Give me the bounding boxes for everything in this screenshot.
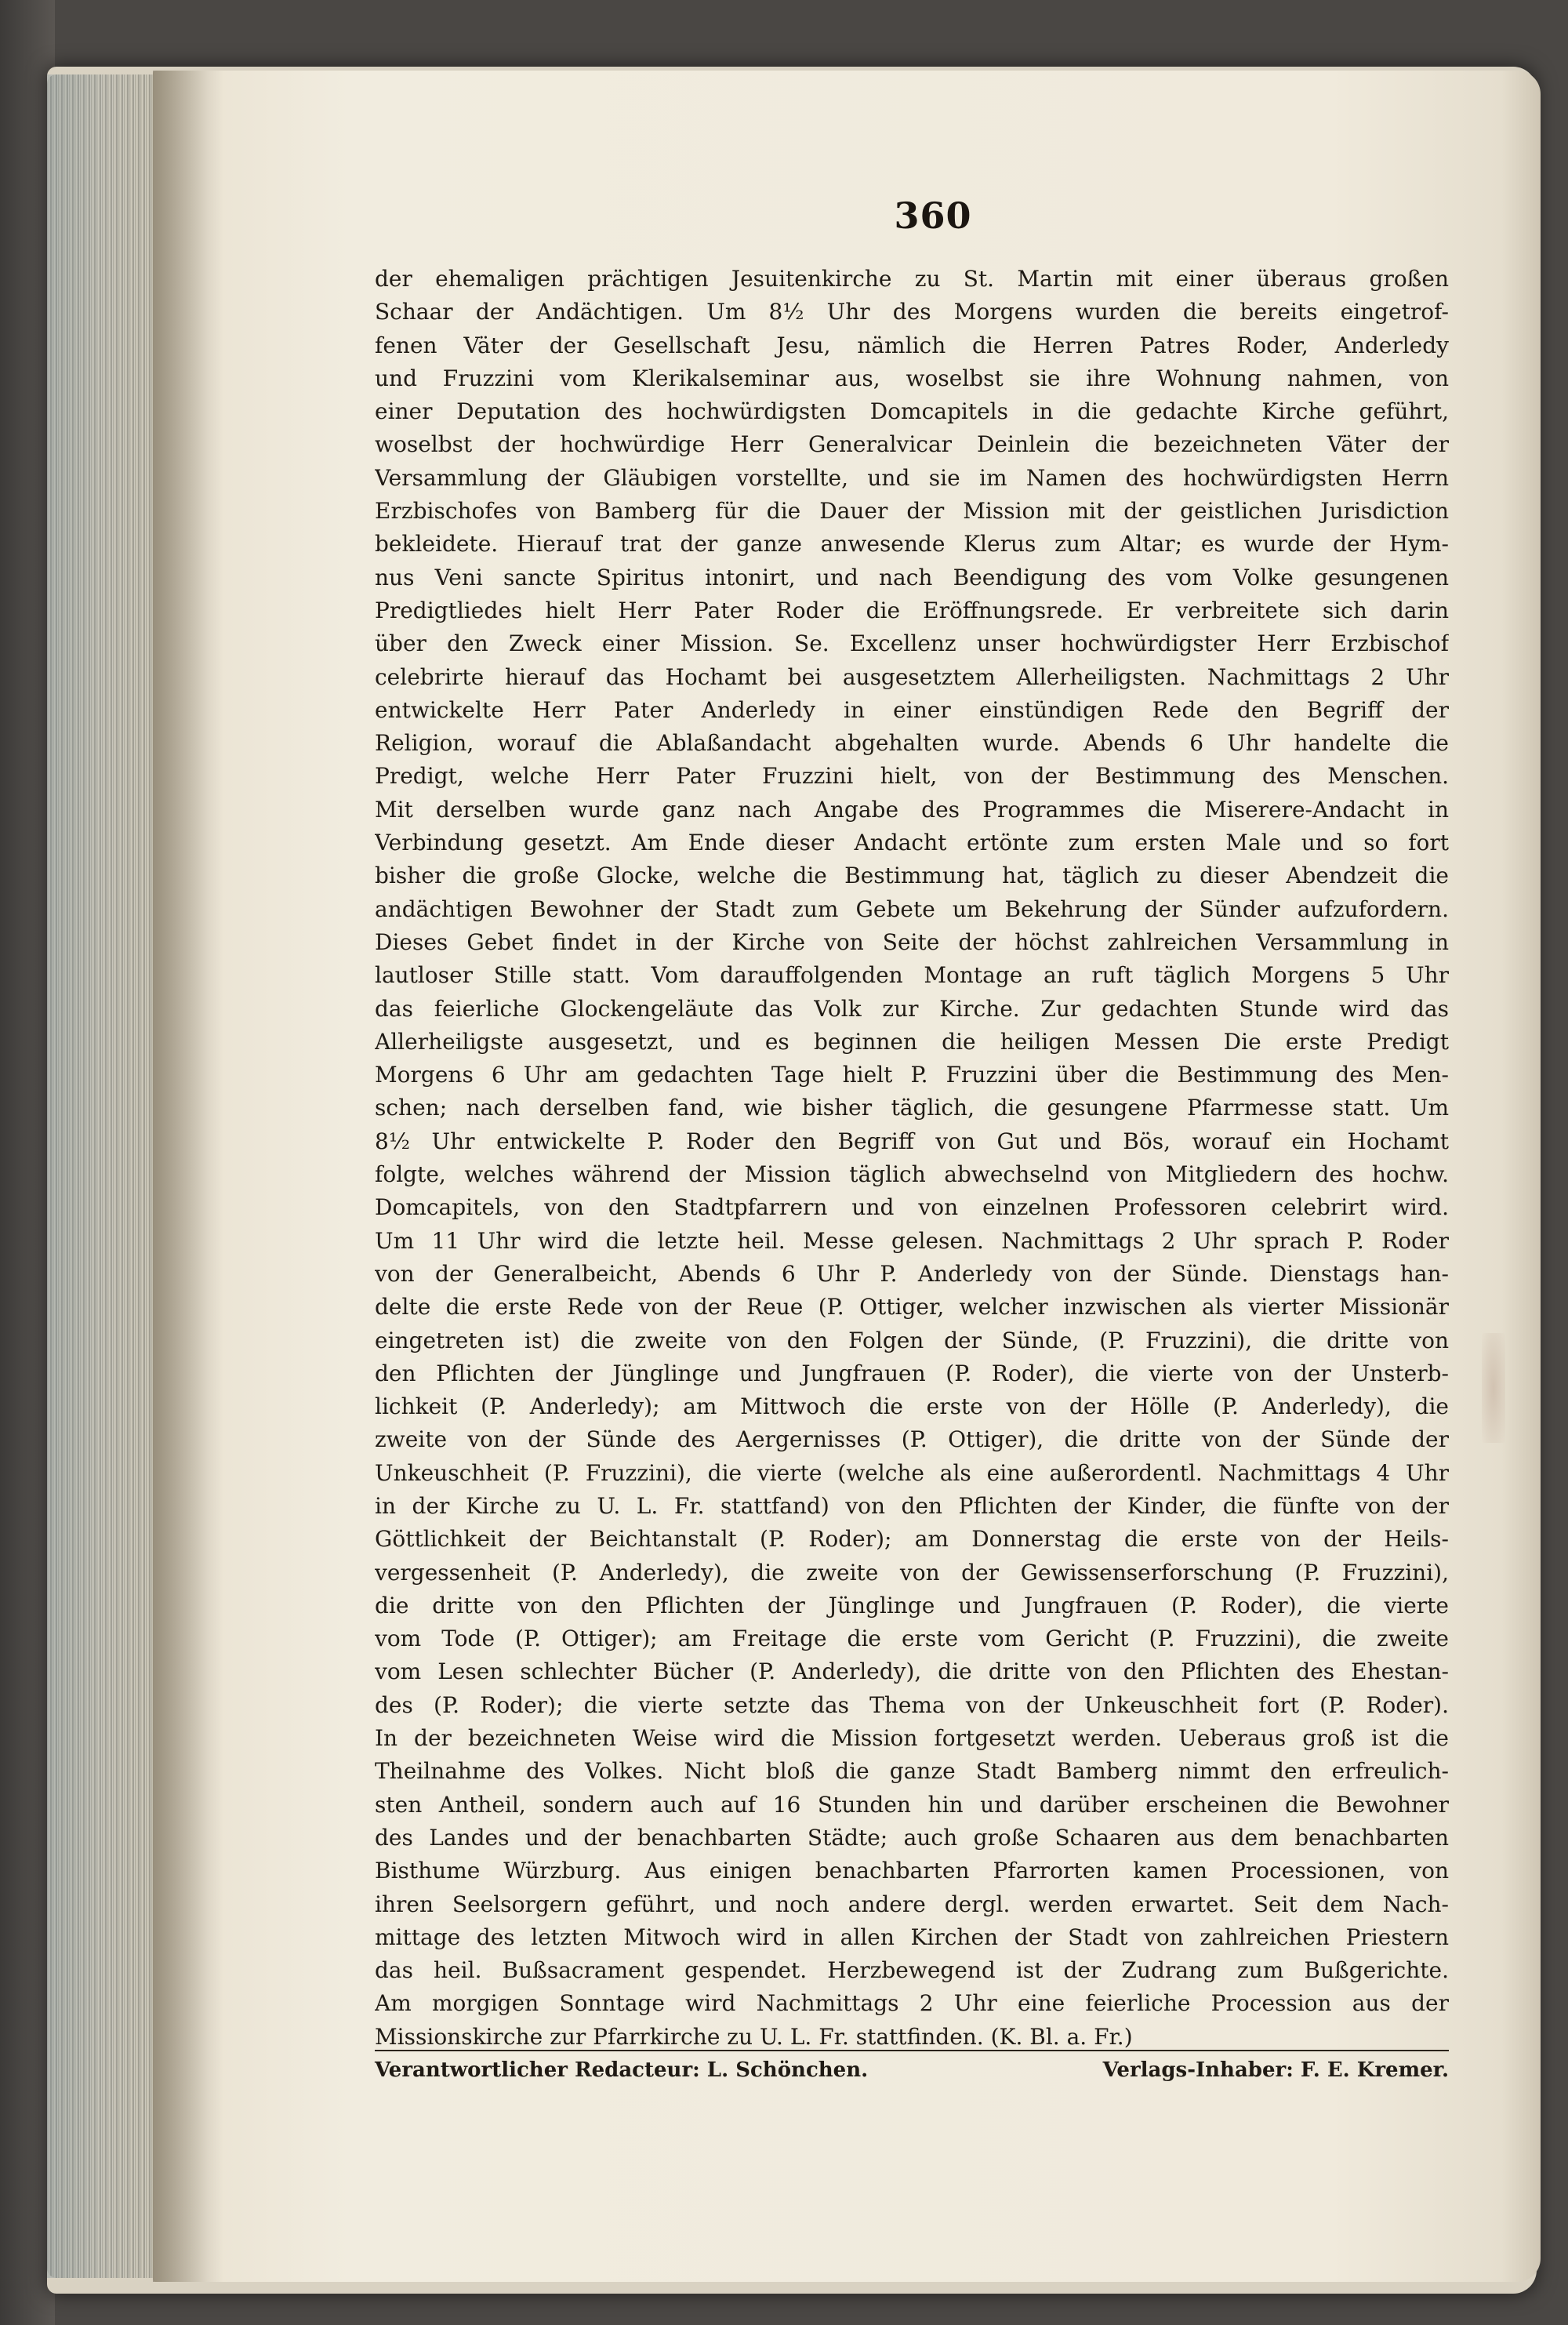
text-line: In der bezeichneten Weise wird die Mission fortgesetzt werden. Ueberaus groß ist die [375, 1725, 1449, 1752]
text-line: fenen Väter der Gesellschaft Jesu, nämlich die Herren Patres Roder, Anderledy [375, 332, 1449, 358]
page-stain [1482, 1333, 1505, 1443]
text-line: 8½ Uhr entwickelte P. Roder den Begriff von Gut und Bös, worauf ein Hochamt [375, 1128, 1449, 1154]
text-line: folgte, welches während der Mission täglich abwechselnd von Mitgliedern des hochw. [375, 1161, 1449, 1188]
text-line: Predigtliedes hielt Herr Pater Roder die Eröffnungsrede. Er verbreitete sich darin [375, 597, 1449, 623]
text-line: nus Veni sancte Spiritus intonirt, und nach Beendigung des vom Volke gesungenen [375, 564, 1449, 590]
text-line: Dieses Gebet findet in der Kirche von Seite der höchst zahlreichen Versammlung in [375, 928, 1449, 955]
footer-rule [375, 2050, 1449, 2051]
text-line: über den Zweck einer Mission. Se. Excellenz unser hochwürdigster Herr Erzbischof [375, 630, 1449, 657]
text-line: Versammlung der Gläubigen vorstellte, und sie im Namen des hochwürdigsten Herrn [375, 464, 1449, 491]
text-line: delte die erste Rede von der Reue (P. Ottiger, welcher inzwischen als vierter Missionär [375, 1294, 1449, 1321]
text-line: bekleidete. Hierauf trat der ganze anwesende Klerus zum Altar; es wurde der Hym- [375, 531, 1449, 558]
text-line: lichkeit (P. Anderledy); am Mittwoch die erste von der Hölle (P. Anderledy), die [375, 1393, 1449, 1420]
text-line: schen; nach derselben fand, wie bisher täglich, die gesungene Pfarrmesse statt. Um [375, 1095, 1449, 1121]
page-number: 360 [894, 194, 972, 237]
text-line: eingetreten ist) die zweite von den Folgen der Sünde, (P. Fruzzini), die dritte von [375, 1327, 1449, 1353]
text-line: Um 11 Uhr wird die letzte heil. Messe gelesen. Nachmittags 2 Uhr sprach P. Roder [375, 1227, 1449, 1254]
text-line: von der Generalbeicht, Abends 6 Uhr P. Anderledy von der Sünde. Dienstags han- [375, 1260, 1449, 1287]
text-line: Unkeuschheit (P. Fruzzini), die vierte (welche als eine außerordentl. Nachmittags 4 Uhr [375, 1459, 1449, 1486]
text-line: Göttlichkeit der Beichtanstalt (P. Roder); am Donnerstag die erste von der Heils- [375, 1526, 1449, 1553]
text-line: Missionskirche zur Pfarrkirche zu U. L. Fr. stattfinden. (K. Bl. a. Fr.) [375, 2023, 1133, 2050]
text-line: bisher die große Glocke, welche die Bestimmung hat, täglich zu dieser Abendzeit die [375, 863, 1449, 889]
text-line: Domcapitels, von den Stadtpfarrern und von einzelnen Professoren celebrirt wird. [375, 1194, 1449, 1221]
text-line: der ehemaligen prächtigen Jesuitenkirche zu St. Martin mit einer überaus großen [375, 266, 1449, 292]
text-line: Bisthume Würzburg. Aus einigen benachbarten Pfarrorten kamen Processionen, von [375, 1858, 1449, 1884]
text-line: woselbst der hochwürdige Herr Generalvicar Deinlein die bezeichneten Väter der [375, 431, 1449, 458]
text-line: vergessenheit (P. Anderledy), die zweite von der Gewissenserforschung (P. Fruzzini), [375, 1559, 1449, 1586]
text-line: des Landes und der benachbarten Städte; auch große Schaaren aus dem benachbarten [375, 1824, 1449, 1851]
text-line: Religion, worauf die Ablaßandacht abgehalten wurde. Abends 6 Uhr handelte die [375, 730, 1449, 757]
body-text [375, 263, 1449, 2054]
text-line: einer Deputation des hochwürdigsten Domcapitels in die gedachte Kirche geführt, [375, 398, 1449, 425]
text-line: Verbindung gesetzt. Am Ende dieser Andacht ertönte zum ersten Male und so fort [375, 830, 1449, 856]
text-line: vom Lesen schlechter Bücher (P. Anderledy), die dritte von den Pflichten des Ehestan- [375, 1658, 1449, 1685]
text-line: Am morgigen Sonntage wird Nachmittags 2 Uhr eine feierliche Procession aus der [375, 1990, 1449, 2017]
text-line: das heil. Bußsacrament gespendet. Herzbewegend ist der Zudrang zum Bußgerichte. [375, 1957, 1449, 1984]
footer-publisher: Verlags-Inhaber: F. E. Kremer. [1102, 2058, 1449, 2082]
text-line: vom Tode (P. Ottiger); am Freitage die erste vom Gericht (P. Fruzzini), die zweite [375, 1626, 1449, 1652]
text-line: sten Antheil, sondern auch auf 16 Stunden hin und darüber erscheinen die Bewohner [375, 1791, 1449, 1818]
text-line: ihren Seelsorgern geführt, und noch andere dergl. werden erwartet. Seit dem Nach- [375, 1891, 1449, 1917]
text-line: zweite von der Sünde des Aergernisses (P. Ottiger), die dritte von der Sünde der [375, 1426, 1449, 1453]
text-line: Theilnahme des Volkes. Nicht bloß die ganze Stadt Bamberg nimmt den erfreulich- [375, 1758, 1449, 1785]
text-line: Predigt, welche Herr Pater Fruzzini hielt, von der Bestimmung des Menschen. [375, 763, 1449, 790]
text-line: Schaar der Andächtigen. Um 8½ Uhr des Morgens wurden die bereits eingetrof- [375, 299, 1449, 325]
text-line: und Fruzzini vom Klerikalseminar aus, woselbst sie ihre Wohnung nahmen, von [375, 365, 1449, 391]
text-line: andächtigen Bewohner der Stadt zum Gebete um Bekehrung der Sünder aufzufordern. [375, 895, 1449, 922]
text-line: mittage des letzten Mitwoch wird in allen Kirchen der Stadt von zahlreichen Priestern [375, 1924, 1449, 1950]
text-line: Morgens 6 Uhr am gedachten Tage hielt P. Fruzzini über die Bestimmung des Men- [375, 1062, 1449, 1088]
footer [375, 2058, 1449, 2082]
text-line: das feierliche Glockengeläute das Volk zur Kirche. Zur gedachten Stunde wird das [375, 995, 1449, 1022]
text-line: den Pflichten der Jünglinge und Jungfrauen (P. Roder), die vierte von der Unsterb- [375, 1360, 1449, 1386]
text-line: Mit derselben wurde ganz nach Angabe des Programmes die Miserere-Andacht in [375, 796, 1449, 823]
text-line: die dritte von den Pflichten der Jünglinge und Jungfrauen (P. Roder), die vierte [375, 1592, 1449, 1618]
gutter-shadow [153, 71, 223, 2282]
text-line: lautloser Stille statt. Vom darauffolgenden Montage an ruft täglich Morgens 5 Uhr [375, 962, 1449, 989]
text-line: celebrirte hierauf das Hochamt bei ausgesetztem Allerheiligsten. Nachmittags 2 Uhr [375, 663, 1449, 690]
text-line: in der Kirche zu U. L. Fr. stattfand) von den Pflichten der Kinder, die fünfte von der [375, 1492, 1449, 1519]
text-line: des (P. Roder); die vierte setzte das Thema von der Unkeuschheit fort (P. Roder). [375, 1691, 1449, 1718]
page-edges-tint [47, 74, 157, 2278]
text-line: entwickelte Herr Pater Anderledy in einer einstündigen Rede den Begriff der [375, 696, 1449, 723]
text-line: Allerheiligste ausgesetzt, und es beginnen die heiligen Messen Die erste Predigt [375, 1028, 1449, 1055]
text-line: Erzbischofes von Bamberg für die Dauer der Mission mit der geistlichen Jurisdiction [375, 498, 1449, 525]
footer-editor: Verantwortlicher Redacteur: L. Schönchen. [375, 2058, 869, 2082]
